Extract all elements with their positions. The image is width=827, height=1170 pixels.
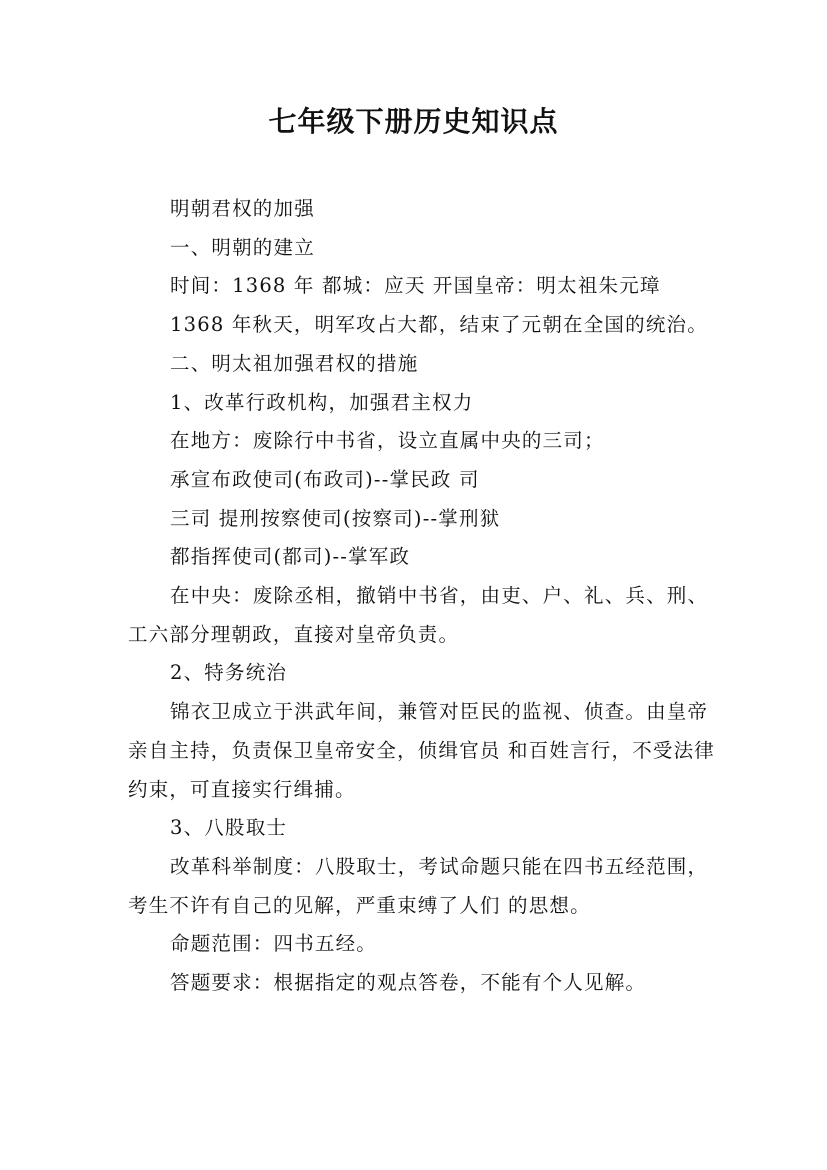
subsection-heading: 二、明太祖加强君权的措施: [170, 351, 419, 375]
list-item-heading: 2、特务统治: [170, 661, 288, 685]
section-heading: 明朝君权的加强: [170, 197, 315, 220]
paragraph: 在地方：废除行中书省，设立直属中央的三司；: [170, 429, 605, 453]
paragraph: 命题范围：四书五经。: [170, 932, 378, 956]
paragraph: 1368 年秋天，明军攻占大都，结束了元朝在全国的统治。: [170, 313, 708, 337]
list-item-heading: 1、改革行政机构，加强君主权力: [170, 390, 474, 414]
paragraph: 在中央：废除丞相，撤销中书省，由吏、户、礼、兵、刑、工六部分理朝政，直接对皇帝负责。: [128, 584, 709, 646]
document-body: [128, 190, 718, 1003]
paragraph: 时间：1368 年 都城：应天 开国皇帝：明太祖朱元璋: [170, 274, 661, 298]
paragraph: 改革科举制度：八股取士，考试命题只能在四书五经范围，考生不许有自己的见解，严重束缚了人们 的思想。: [128, 854, 709, 917]
paragraph: 锦衣卫成立于洪武年间，兼管对臣民的监视、侦查。由皇帝亲自主持，负责保卫皇帝安全，侦缉官员 和百姓言行，不受法律约束，可直接实行缉捕。: [128, 700, 715, 801]
paragraph: 承宣布政使司(布政司)--掌民政 司: [170, 467, 480, 491]
paragraph: 都指挥使司(都司)--掌军政: [170, 545, 411, 569]
paragraph: 答题要求：根据指定的观点答卷，不能有个人见解。: [170, 971, 647, 995]
page-title: 七年级下册历史知识点: [268, 105, 559, 138]
list-item-heading: 3、八股取士: [170, 816, 288, 840]
subsection-heading: 一、明朝的建立: [170, 235, 315, 259]
paragraph: 三司 提刑按察使司(按察司)--掌刑狱: [170, 506, 501, 530]
